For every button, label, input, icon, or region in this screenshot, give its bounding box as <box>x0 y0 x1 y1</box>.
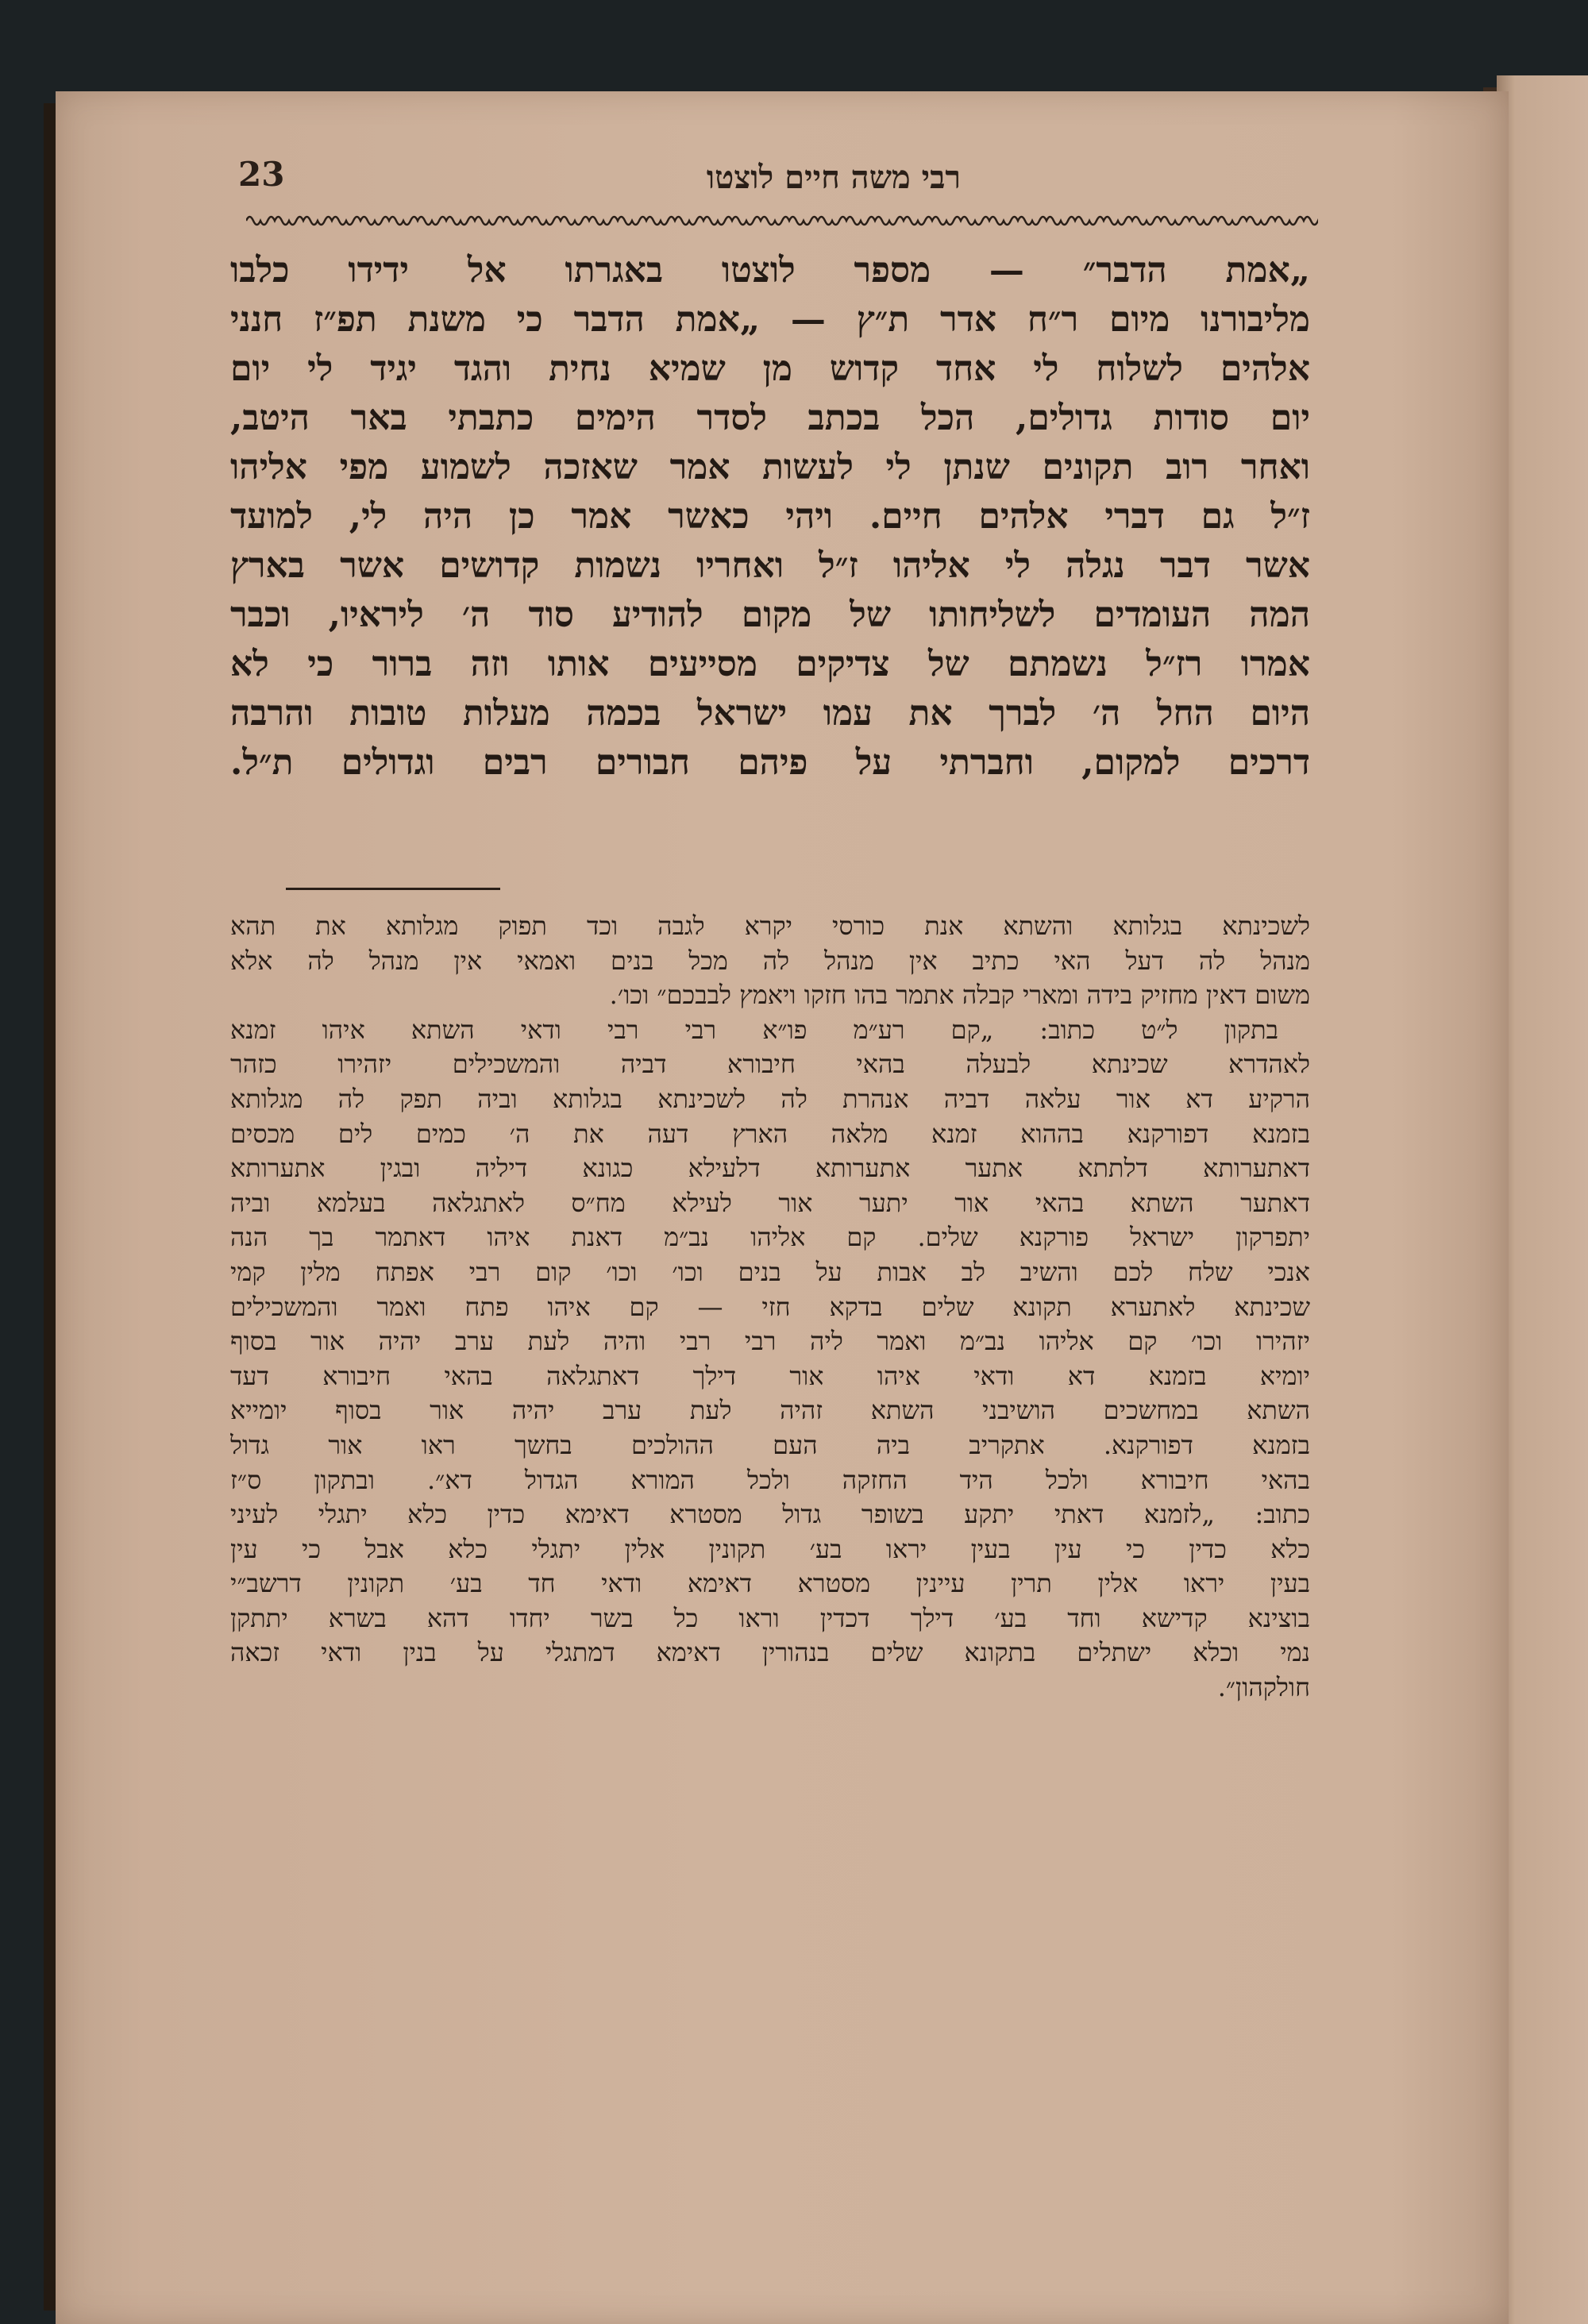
main-text-line: אלהים לשלוח לי אחד קדוש מן שמיא נחית והגד יגיד לי יום <box>230 349 1310 389</box>
main-text-line: ואחר רוב תקונים שנתן לי לעשות אמר שאזכה לשמוע מפי אליהו <box>230 447 1310 488</box>
footnote-line: בהאי חיבורא ולכל היד החזקה ולכל המורא הגדול דא״. ובתקון ס״ז <box>230 1464 1310 1495</box>
footnote-line: בעין יראו אלין תרין עיינין מסטרא דאימא ודאי חד בע׳ תקונין דרשב״י <box>230 1568 1310 1599</box>
main-text-line: מליבורנו מיום ר״ח אדר ת״ץ — „אמת הדבר כי משנת תפ״ז חנני <box>230 299 1310 340</box>
main-text-line: המה העומדים לשליחותו של מקום להודיע סוד ה׳ ליראיו, וכבר <box>230 595 1310 635</box>
main-text-line: אשר דבר נגלה לי אליהו ז״ל ואחריו נשמות קדושים אשר בארץ <box>230 545 1310 586</box>
footnote-separator <box>286 888 500 890</box>
footnote-line: שכינתא לאתערא תקונא שלים בדקא חזי — קם איהו פתח ואמר והמשכילים <box>230 1291 1310 1322</box>
footnote-line: יזהירו וכו׳ קם אליהו נב״מ ואמר ליה רבי רבי והיה לעת ערב יהיה אור בסוף <box>230 1326 1310 1357</box>
footnote-line: חולקהון״. <box>1217 1672 1310 1703</box>
footnote-line: כתוב: „לזמנא דאתי יתקע בשופר גדול מסטרא דאימא כדין כלא יתגלי לעיני <box>230 1499 1310 1530</box>
footnote-line: כלא כדין כי עין בעין יראו בע׳ תקונין אלין יתגלי כלא אבל כי עין <box>230 1533 1310 1564</box>
footnote-line: נמי וכלא ישתלים בתקונא שלים בנהורין דאימא דמתגלי על בנין ודאי זכאה <box>230 1637 1310 1668</box>
facing-page-edge <box>1497 75 1588 2324</box>
page-number: 23 <box>238 155 285 194</box>
main-text-line: ז״ל גם דברי אלהים חיים. ויהי כאשר אמר כן היה לי, למועד <box>230 496 1310 537</box>
wavy-rule-divider <box>246 205 1318 237</box>
footnote-line: דאתערותא דלתתא אתער אתערותא דלעילא כגונא דיליה ובגין אתערותא <box>230 1153 1310 1184</box>
footnote-line: הרקיע דא אור עלאה דביה אנהרת לה לשכינתא בגלותא וביה תפק לה מגלותא <box>230 1083 1310 1114</box>
footnote-line: משום דאין מחזיק בידה ומארי קבלה אתמר בהו חזקו ויאמץ לבבכם״ וכו׳. <box>609 980 1310 1011</box>
main-text-line: דרכים למקום, וחברתי על פיהם חבורים רבים וגדולים ת״ל. <box>230 742 1310 783</box>
footnote-line: לשכינתא בגלותא והשתא אנת כורסי יקרא לגבה וכד תפוק מגלותא את תהא <box>230 911 1310 941</box>
footnote-line: מנהל לה דעל האי כתיב אין מנהל לה מכל בנים ואמאי אין מנהל לה אלא <box>230 945 1310 976</box>
footnotes-block <box>230 909 1310 1705</box>
main-text-line: אמרו רז״ל נשמתם של צדיקים מסייעים אותו וזה ברור כי לא <box>230 644 1310 684</box>
footnote-line: בזמנא דפורקנא. אתקריב ביה העם ההולכים בחשך ראו אור גדול <box>230 1429 1310 1460</box>
footnote-line: אנכי שלח לכם והשיב לב אבות על בנים וכו׳ וכו׳ קום רבי אפתח מלין קמי <box>230 1256 1310 1287</box>
footnote-line: יתפרקון ישראל פורקנא שלים. קם אליהו נב״מ דאנת איהו דאתמר בך הנה <box>230 1222 1310 1253</box>
footnote-line: בתקון ל״ט כתוב: „קם רע״מ פו״א רבי רבי ודאי השתא איהו זמנא <box>230 1014 1279 1045</box>
footnote-line: יומיא בזמנא דא ודאי איהו אור דילך דאתגלאה בהאי חיבורא דעד <box>230 1360 1310 1391</box>
footnote-line: בזמנא דפורקנא בההוא זמנא מלאה הארץ דעה את ה׳ כמים לים מכסים <box>230 1118 1310 1149</box>
footnote-line: השתא במחשכים הושיבני השתא זהיה לעת ערב יהיה אור בסוף יומייא <box>230 1395 1310 1426</box>
running-head-title: רבי משה חיים לוצטו <box>706 159 962 196</box>
main-text-block <box>230 246 1310 788</box>
footnote-line: לאהדרא שכינתא לבעלה בהאי חיבורא דביה והמשכילים יזהירו כזהר <box>230 1049 1310 1080</box>
main-text-line: היום החל ה׳ לברך את עמו ישראל בכמה מעלות טובות והרבה <box>230 693 1310 734</box>
footnote-line: בוצינא קדישא וחד בע׳ דילך דכדין וראו כל בשר יחדו דהא בשרא יתתקן <box>230 1602 1310 1633</box>
main-text-line: „אמת הדבר״ — מספר לוצטו באגרתו אל ידידו כלבו <box>230 250 1310 291</box>
main-text-line: יום סודות גדולים, הכל בכתב לסדר הימים כתבתי באר היטב, <box>230 398 1310 438</box>
footnote-line: דאתער השתא בהאי אור יתער אור לעילא מח״ס לאתגלאה בעלמא וביה <box>230 1187 1310 1218</box>
